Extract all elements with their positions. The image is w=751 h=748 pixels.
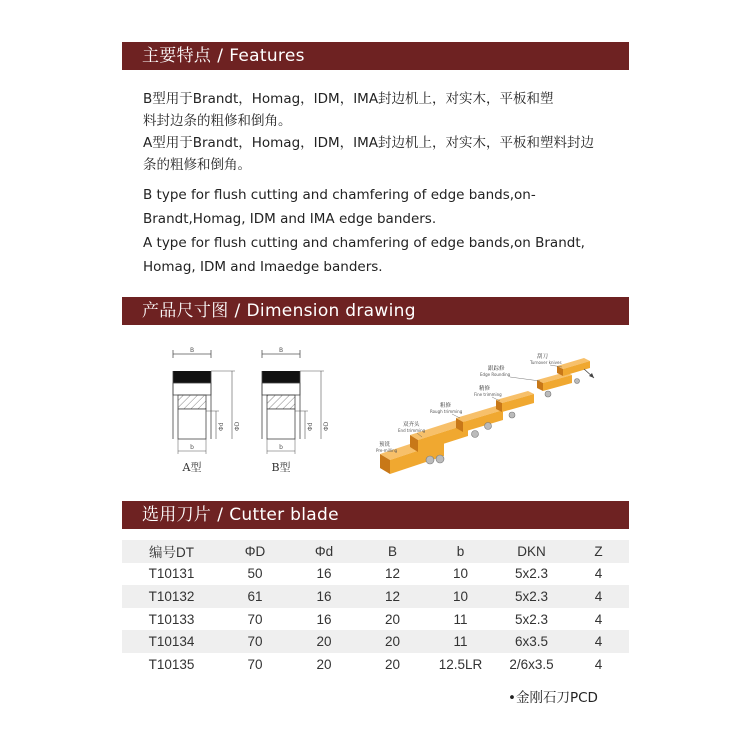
- table-row: [122, 585, 629, 608]
- dimension-drawing: [122, 336, 629, 496]
- table-cell: 6x3.5: [514, 634, 549, 650]
- table-cell: 5x2.3: [514, 566, 549, 582]
- table-cell: 11: [453, 611, 468, 627]
- table-cell: 50: [247, 566, 263, 582]
- features-header: [122, 42, 629, 70]
- table-header-row: [122, 540, 629, 563]
- table-cell: 10: [452, 588, 469, 604]
- process-step-en: End trimming: [398, 428, 426, 433]
- process-step-cn: 粗修: [440, 403, 452, 409]
- table-cell: 16: [316, 566, 332, 582]
- table-cell: 11: [453, 634, 468, 650]
- dimension-title-en: Dimension drawing: [246, 301, 416, 321]
- table-cell: 16: [316, 611, 332, 627]
- features-cn-line: A型用于Brandt，Homag，IDM，IMA封边机上，对实木，平板和塑料封边: [143, 135, 595, 151]
- features-cn-text: [143, 88, 594, 176]
- dim-label-b-a: b: [190, 444, 194, 451]
- features-cn-line: 条的粗修和倒角。: [143, 157, 251, 173]
- features-en-line: Brandt,Homag, IDM and IMA edge banders.: [143, 211, 437, 227]
- drawing-type-b: [262, 347, 330, 474]
- dim-label-B-b: B: [278, 347, 284, 354]
- table-header-cell: 编号DT: [149, 545, 194, 561]
- table-row: [122, 563, 629, 586]
- drawing-label-b: B型: [271, 461, 291, 474]
- table-header-cell: b: [456, 543, 465, 559]
- table-cell: 20: [384, 634, 401, 650]
- table-row: [122, 653, 629, 676]
- table-cell: 4: [594, 656, 603, 672]
- cutter-title-sep: /: [217, 505, 224, 525]
- features-en-line: A type for flush cutting and chamfering of edge bands,on Brandt,: [143, 235, 585, 251]
- process-step-cn: 精修: [479, 386, 491, 392]
- dim-label-D-a: ΦD: [234, 421, 241, 431]
- dimension-title-sep: /: [234, 301, 241, 321]
- features-en-line: B type for flush cutting and chamfering of edge bands,on-: [143, 187, 536, 203]
- process-step-cn: 预铣: [379, 442, 391, 448]
- dim-label-D-b: ΦD: [323, 421, 330, 431]
- table-cell: 70: [247, 634, 263, 650]
- table-cell: 12: [384, 588, 401, 604]
- features-cn-line: B型用于Brandt，Homag，IDM，IMA封边机上，对实木，平板和塑: [143, 91, 554, 107]
- dimension-title-cn: 产品尺寸图: [142, 301, 229, 321]
- table-cell: 16: [316, 588, 332, 604]
- drawing-label-a: A型: [182, 461, 202, 474]
- table-cell: 10: [452, 566, 469, 582]
- dim-label-b-b: b: [279, 444, 283, 451]
- table-row: [122, 630, 629, 653]
- table-header-cell: DKN: [517, 543, 546, 559]
- table-cell: T10134: [148, 634, 195, 650]
- features-en-line: Homag, IDM and Imaedge banders.: [143, 259, 383, 275]
- dim-label-d-a: Φd: [218, 422, 225, 431]
- table-header-cell: B: [387, 543, 397, 559]
- dim-label-B-a: B: [189, 347, 195, 354]
- table-cell: 4: [594, 611, 603, 627]
- process-step-cn: 双齐头: [403, 422, 420, 428]
- table-cell: 70: [247, 611, 263, 627]
- dimension-header: [122, 297, 629, 325]
- drawing-type-a: [173, 347, 241, 474]
- cutter-spec-table: [122, 540, 629, 676]
- table-cell: T10133: [148, 611, 195, 627]
- table-cell: 2/6x3.5: [509, 656, 554, 672]
- pcd-note: •金刚石刀PCD: [508, 690, 598, 706]
- table-cell: T10131: [148, 566, 195, 582]
- table-cell: 12: [384, 566, 401, 582]
- table-header-cell: Z: [594, 543, 603, 559]
- process-illustration: [376, 352, 594, 474]
- cutter-title-en: Cutter blade: [229, 505, 339, 525]
- features-title-cn: 主要特点: [142, 46, 212, 66]
- process-step-en: Edge Rounding: [480, 372, 511, 377]
- table-header-cell: ΦD: [244, 543, 266, 559]
- table-cell: 61: [247, 588, 263, 604]
- table-cell: 70: [247, 656, 263, 672]
- dim-label-d-b: Φd: [307, 422, 314, 431]
- cutter-header: [122, 501, 629, 529]
- features-title-en: Features: [229, 46, 305, 66]
- table-cell: T10135: [148, 656, 195, 672]
- table-cell: T10132: [148, 588, 195, 604]
- table-cell: 12.5LR: [438, 656, 483, 672]
- cutter-title-cn: 选用刀片: [142, 505, 212, 525]
- table-cell: 20: [316, 656, 332, 672]
- table-cell: 4: [594, 634, 603, 650]
- table-cell: 5x2.3: [514, 611, 549, 627]
- features-cn-line: 料封边条的粗修和倒角。: [143, 113, 292, 129]
- process-step-en: Fine trimming: [474, 392, 502, 397]
- table-cell: 20: [384, 611, 401, 627]
- table-cell: 4: [594, 588, 603, 604]
- process-step-en: Rough trimming: [430, 409, 463, 414]
- table-cell: 20: [384, 656, 401, 672]
- process-step-cn: 刮刀: [537, 354, 549, 360]
- dimension-drawing-svg: [122, 336, 629, 496]
- table-cell: 5x2.3: [514, 588, 549, 604]
- features-en-text: [143, 183, 585, 279]
- process-step-cn: 跟踪修: [488, 366, 505, 372]
- table-row: [122, 608, 629, 631]
- table-header-cell: Φd: [314, 543, 334, 559]
- process-step-en: Turnover knives: [530, 360, 562, 365]
- features-title-sep: /: [217, 46, 224, 66]
- table-cell: 4: [594, 566, 603, 582]
- table-cell: 20: [316, 634, 332, 650]
- process-step-en: Pre-milling: [376, 448, 398, 453]
